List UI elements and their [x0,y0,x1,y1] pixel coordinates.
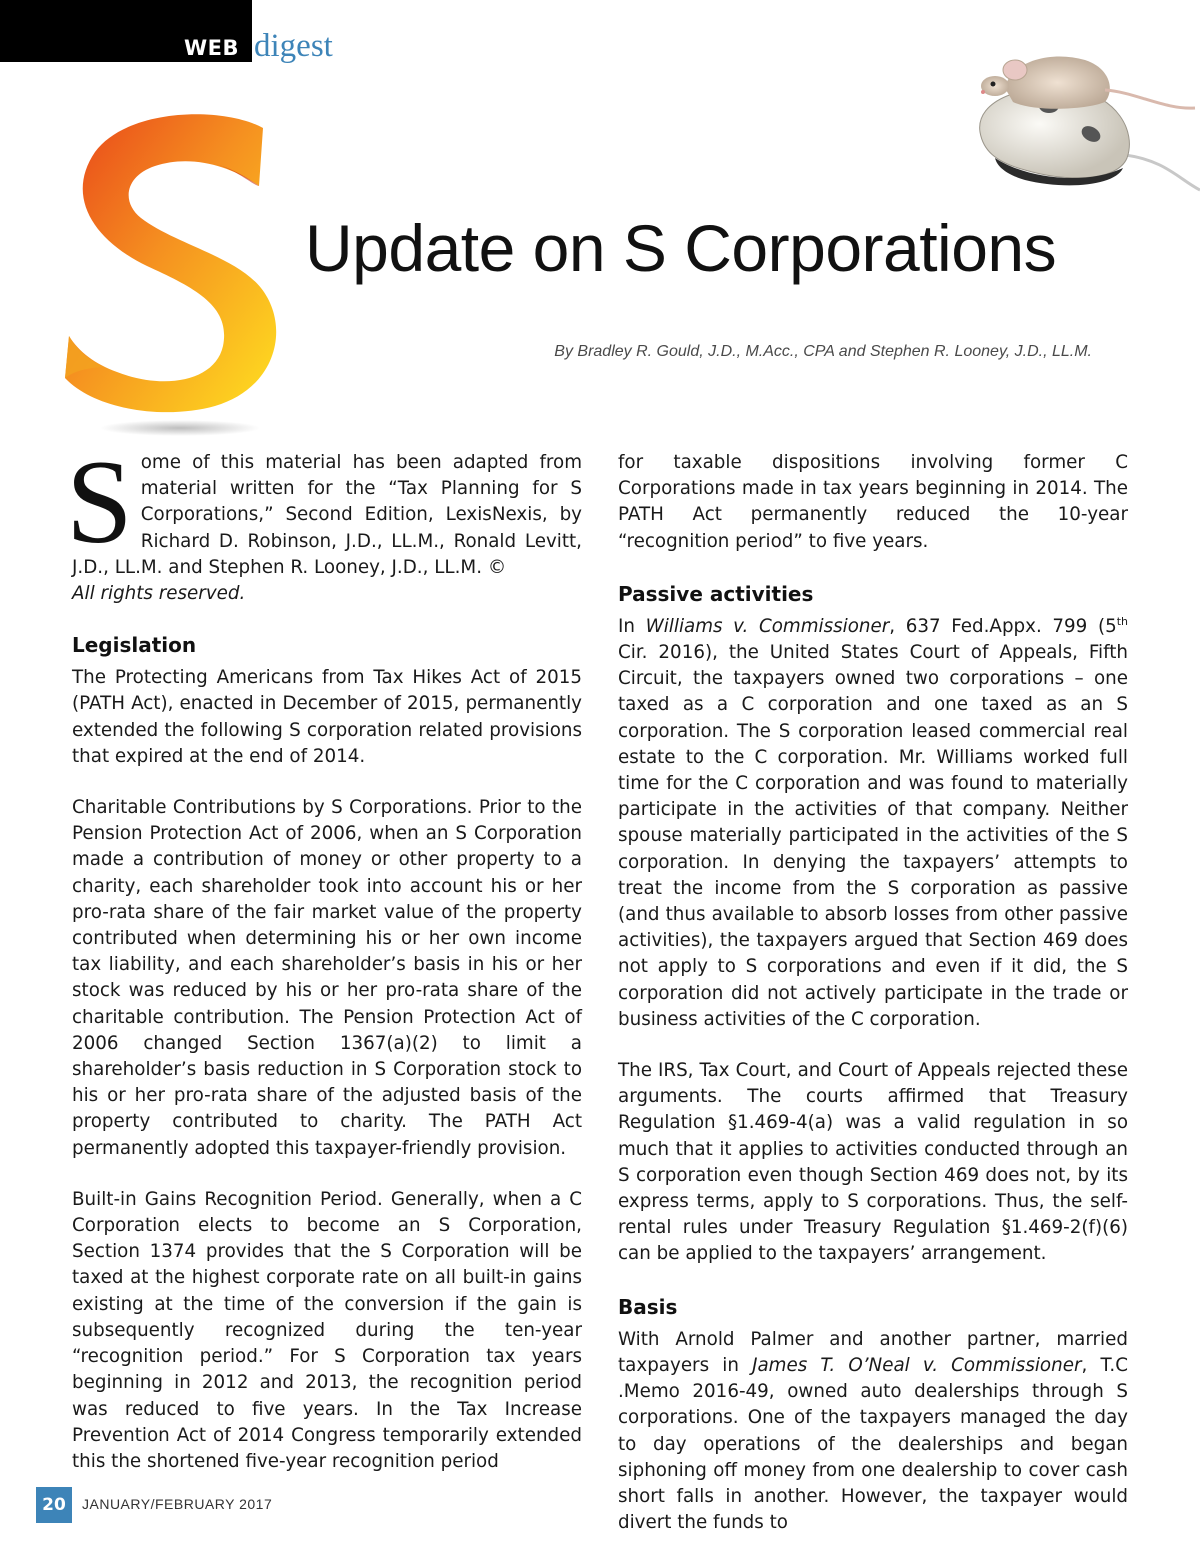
courts-ruling-paragraph: The IRS, Tax Court, and Court of Appeals rejected these arguments. The courts affirmed that Treasury Regulation §1.469-4(a) was a valid regulation in so much that it applies to activities conducted through an S corporation even though Section 469 does not, by its express terms, apply to S corporations. Thus, the self-rental rules under Treasury Regulation §1.469-2(f)(6) can be applied to the taxpayers’ arrangement. [618,1060,1128,1265]
intro-paragraph [66,435,582,607]
s-logo-graphic [55,110,295,440]
oneal-case-paragraph: With Arnold Palmer and another partner, married taxpayers in James T. O’Neal v. Commissioner, T.C .Memo 2016-49, owned auto dealerships through S corporations. One of the taxpayers managed the day to day operations of the dealerships and began siphoning off money from one dealership to cover cash short falls in another. However, the taxpayer would divert the funds to [618,1328,1129,1534]
right-column [618,450,1128,1561]
williams-case-paragraph: In Williams v. Commissioner, 637 Fed.Appx. 799 (5th Cir. 2016), the United States Court of Appeals, Fifth Circuit, the taxpayers owned two corporations – one taxed as a C corporation and one taxed as an S corporation. The S corporation leased commercial real estate to the C corporation. Mr. Williams worked full time for the C corporation and was found to materially participate in the activities of that company. Neither spouse materially participated in the activities of the S corporation. In denying the taxpayers’ attempts to treat the income from the S corporation as passive (and thus available to absorb losses from other passive activities), the taxpayers argued that Section 469 does not apply to S corporations and even if it did, the S corporation did not actively participate in the trade or business activities of the C corporation. [618,614,1129,1030]
charitable-contributions-paragraph: Charitable Contributions by S Corporations. Prior to the Pension Protection Act of 2006, when an S Corporation made a contribution of money or other property to a charity, each shareholder took into account his or her pro-rata share of the fair market value of the property contributed when determining his or her own income tax liability, and each shareholder’s basis in his or her stock was reduced by his or her pro-rata share of the charitable contribution. The Pension Protection Act of 2006 changed Section 1367(a)(2) to limit a shareholder’s basis reduction in S Corporation stock to his or her pro-rata share of the adjusted basis of the property contributed to charity. The PATH Act permanently adopted this taxpayer-friendly provision. [72,797,582,1159]
web-label: WEB [184,36,240,60]
case-name-oneal: James T. O’Neal v. Commissioner [752,1354,1082,1376]
article-title: Update on S Corporations [305,211,1057,285]
built-in-gains-continued: for taxable dispositions involving former C Corporations made in tax years beginning in 2014. The PATH Act permanently reduced the 10-year “recognition period” to five years. [618,452,1128,552]
legislation-heading: Legislation [72,633,197,658]
drop-cap: S [66,435,133,568]
page-number: 20 [36,1487,72,1523]
basis-heading: Basis [618,1294,678,1319]
left-column [66,435,582,1500]
case-name-williams: Williams v. Commissioner [645,615,890,637]
legislation-paragraph-1: The Protecting Americans from Tax Hikes Act of 2015 (PATH Act), enacted in December of 2015, permanently extended the following S corporation related provisions that expired at the end of 2014. [72,667,582,767]
article-byline: By Bradley R. Gould, J.D., M.Acc., CPA and Stephen R. Looney, J.D., LL.M. [554,343,1092,360]
issue-date: JANUARY/FEBRUARY 2017 [82,1496,273,1512]
digest-label: digest [254,28,333,64]
passive-activities-heading: Passive activities [618,581,814,606]
built-in-gains-paragraph: Built-in Gains Recognition Period. Generally, when a C Corporation elects to become an S Corporation, Section 1374 provides that the S Corporation will be taxed at the highest corporate rate on all built-in gains existing at the time of the conversion if the gain is subsequently recognized during the ten-year “recognition period.” For S Corporation tax years beginning in 2012 and 2013, the recognition period was reduced to five years. In the Tax Increase Prevention Act of 2014 Congress temporarily extended this the shortened five-year recognition period [72,1188,582,1472]
mouse-illustration [965,40,1200,200]
intro-rights: All rights reserved. [72,583,246,605]
intro-text: ome of this material has been adapted from material written for the “Tax Planning for S Corporations,” Second Edition, LexisNexis, by Richard D. Robinson, J.D., LL.M., Ronald Levitt, J.D., LL.M. and Stephen R. Looney, J.D., LL.M. © [72,452,582,578]
